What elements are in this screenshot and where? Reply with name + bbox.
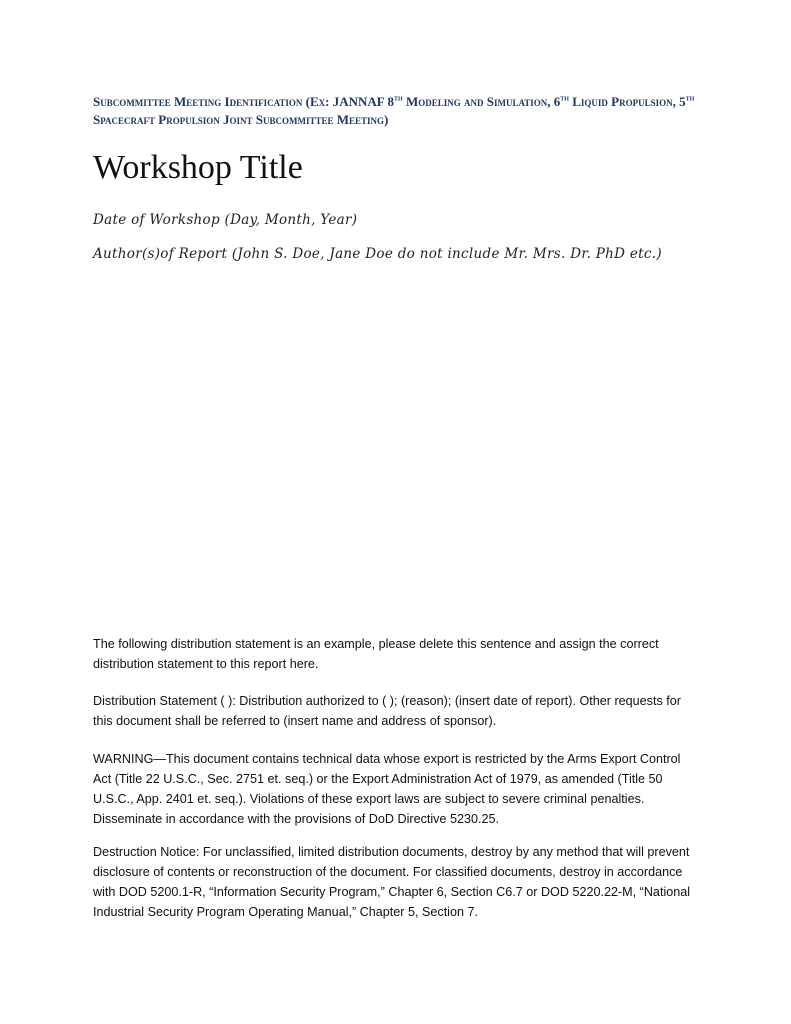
ordinal-suffix-2: th [560, 93, 569, 103]
subcommittee-text-4: Spacecraft Propulsion Joint Subcommittee Meeting) [93, 112, 389, 127]
subcommittee-meeting-identification [93, 93, 703, 129]
ordinal-suffix-3: th [685, 93, 695, 103]
report-authors: Author(s)of Report (John S. Doe, Jane Doe do not include Mr. Mrs. Dr. PhD etc.) [93, 246, 662, 262]
distribution-note-paragraph: The following distribution statement is an example, please delete this sentence and assign the correct distribution statement to this report here. [93, 637, 659, 671]
destruction-notice-paragraph: Destruction Notice: For unclassified, limited distribution documents, destroy by any method that will prevent disclosure of contents or reconstruction of the document. For classified documents, destroy in accordance with DOD 5200.1-R, “Information Security Program,” Chapter 6, Section C6.7 or DOD 5220.22-M, “National Industrial Security Program Operating Manual,” Chapter 5, Section 7. [93, 845, 691, 919]
subcommittee-text-1: Subcommittee Meeting Identification (Ex: JANNAF 8 [93, 94, 395, 109]
workshop-title: Workshop Title [93, 149, 303, 186]
workshop-date: Date of Workshop (Day, Month, Year) [93, 212, 358, 228]
ordinal-suffix-1: th [394, 93, 403, 103]
subcommittee-text-2: Modeling and Simulation, 6 [402, 94, 561, 109]
distribution-statement-paragraph: Distribution Statement ( ): Distribution authorized to ( ); (reason); (insert date of report). Other requests for this document shall be referred to (insert name and address of sponsor). [93, 694, 681, 728]
subcommittee-text-3: Liquid Propulsion, 5 [568, 94, 686, 109]
export-warning-paragraph: WARNING—This document contains technical data whose export is restricted by the Arms Export Control Act (Title 22 U.S.C., Sec. 2751 et. seq.) or the Export Administration Act of 1979, as amended (Title 50 U.S.C., App. 2401 et. seq.). Violations of these export laws are subject to severe criminal penalties. Disseminate in accordance with the provisions of DoD Directive 5230.25. [93, 752, 681, 826]
